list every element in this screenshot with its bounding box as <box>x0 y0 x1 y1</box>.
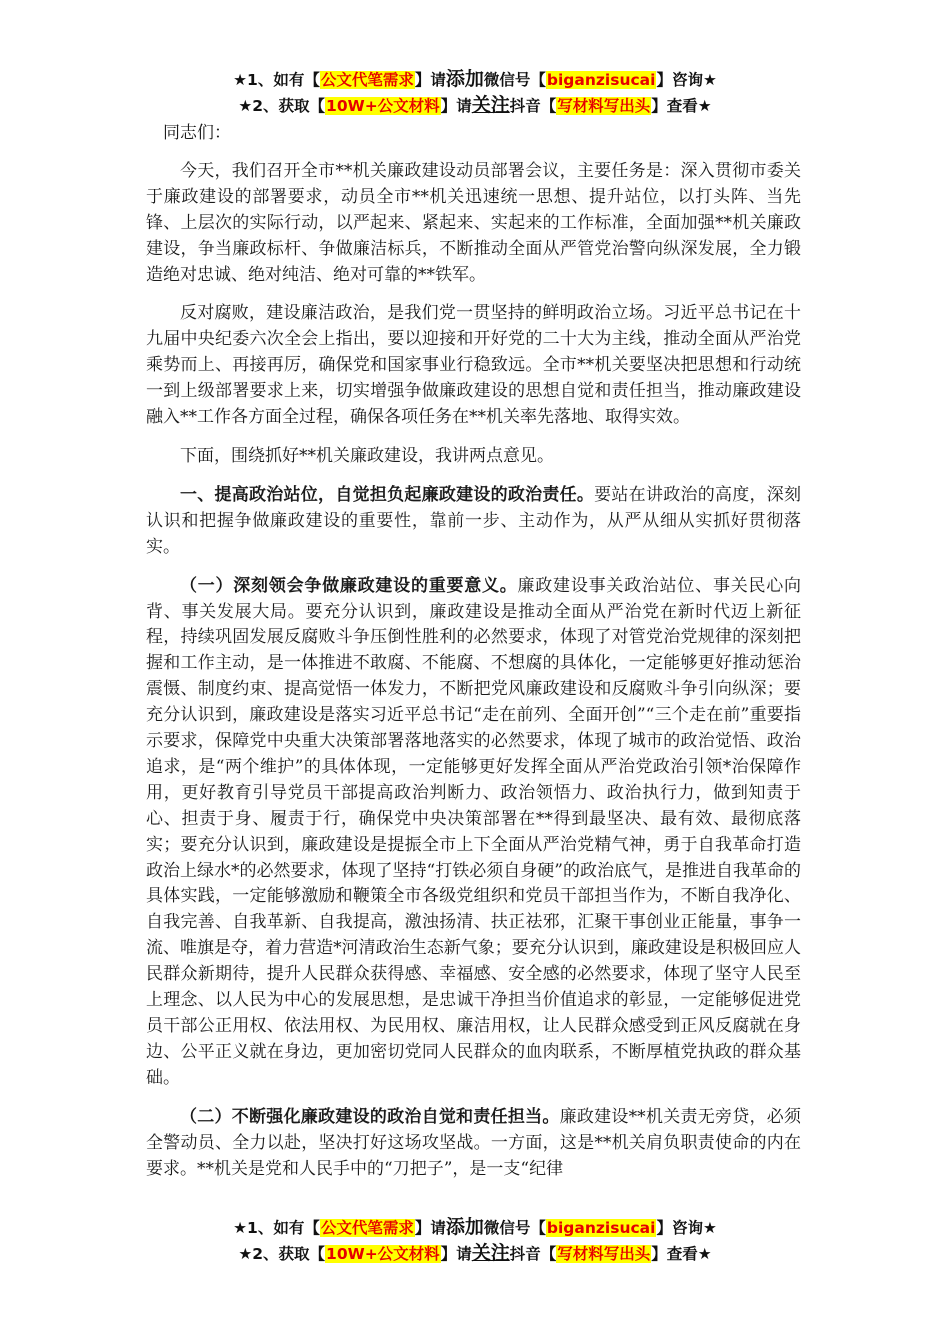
promo-text: ★2、获取【 <box>238 1245 326 1263</box>
promo-text: 】查看★ <box>651 1245 712 1263</box>
promo-text: ★2、获取【 <box>238 97 326 115</box>
promo-text: 抖音【 <box>509 97 557 115</box>
promo-line-2 <box>0 92 950 118</box>
promo-text: ★1、如有【 <box>233 1219 320 1237</box>
promo-highlight: 10W+公文材料 <box>326 97 440 115</box>
section-1-2 <box>146 1105 801 1183</box>
paragraph-anti-corruption: 反对腐败，建设廉洁政治，是我们党一贯坚持的鲜明政治立场。习近平总书记在十九届中央纪委六次全会上指出，要以迎接和开好党的二十大为主线，推动全面从严治党乘势而上、再接再厉，确保党和国家事业行稳致远。全市**机关要坚决把思想和行动统一到上级部署要求上来，切实增强争做廉政建设的思想自觉和责任担当，推动廉政建设融入**工作各方面全过程，确保各项任务在**机关率先落地、取得实效。 <box>146 303 801 428</box>
paragraph-intro: 今天，我们召开全市**机关廉政建设动员部署会议，主要任务是：深入贯彻市委关于廉政建设的部署要求，动员全市**机关迅速统一思想、提升站位，以打头阵、当先锋、上层次的实际行动，以严起来、紧起来、实起来的工作标准，全面加强**机关廉政建设，争当廉政标杆、争做廉洁标兵，不断推动全面从严管党治警向纵深发展，全力锻造绝对忠诚、绝对纯洁、绝对可靠的**铁军。 <box>146 160 801 285</box>
section-1-1-text: 廉政建设事关政治站位、事关民心向背、事关发展大局。要充分认识到，廉政建设是推动全面从严治党在新时代迈上新征程，持续巩固发展反腐败斗争压倒性胜利的必然要求，体现了对管党治党规律的深刻把握和工作主动，是一体推进不敢腐、不能腐、不想腐的具体化，一定能够更好推动惩治震慑、制度约束、提高觉悟一体发力，不断把党风廉政建设和反腐败斗争引向纵深；要充分认识到，廉政建设是落实习近平总书记“走在前列、全面开创”“三个走在前”重要指示要求，保障党中央重大决策部署落地落实的必然要求，体现了城市的政治觉悟、政治追求，是“两个维护”的具体体现，一定能够更好发挥全面从严治党政治引领*治保障作用，更好教育引导党员干部提高政治判断力、政治领悟力、政治执行力，做到知责于心、担责于身、履责于行，确保党中央决策部署在**得到最坚决、最有效、最彻底落实；要充分认识到，廉政建设是提振全市上下全面从严治党精气神，勇于自我革命打造政治上绿水*的必然要求，体现了坚持“打铁必须自身硬”的政治底气，是推进自我革命的具体实践，一定能够激励和鞭策全市各级党组织和党员干部担当作为，不断自我净化、自我完善、自我革新、自我提高，激浊扬清、扶正祛邪，汇聚干事创业正能量，事争一流、唯旗是夺，着力营造*河清政治生态新气象；要充分认识到，廉政建设是积极回应人民群众新期待，提升人民群众获得感、幸福感、安全感的必然要求，体现了坚守人民至上理念、以人民为中心的发展思想，是忠诚干净担当价值追求的彰显，一定能够促进党员干部公正用权、依法用权、为民用权、廉洁用权，让人民群众感受到正风反腐就在身边、公平正义就在身边，更加密切党同人民群众的血肉联系，不断厚植党执政的群众基础。 <box>146 575 802 1088</box>
section-1-2-text: 廉政建设**机关责无旁贷，必须全警动员、全力以赴，坚决打好这场攻坚战。一方面，这是**机关肩负职责使命的内在要求。**机关是党和人民手中的“刀把子”，是一支“纪律 <box>146 1106 801 1179</box>
promo-text: 】查看★ <box>651 97 712 115</box>
promo-text: 】请 <box>414 1219 446 1237</box>
greeting: 同志们： <box>163 123 231 143</box>
promo-text: 微信号【 <box>483 1219 546 1237</box>
promo-highlight: 10W+公文材料 <box>326 1245 440 1263</box>
promo-emphasis: 添加 <box>445 1216 484 1238</box>
promo-text: ★1、如有【 <box>233 71 320 89</box>
promo-wechat-id: biganzisucai <box>546 71 656 89</box>
promo-highlight: 公文代笔需求 <box>320 1219 414 1237</box>
paragraph-outline: 下面，围绕抓好**机关廉政建设，我讲两点意见。 <box>180 445 554 466</box>
promo-douyin-id: 写材料写出头 <box>557 97 651 115</box>
document-body <box>146 121 801 1195</box>
promo-douyin-id: 写材料写出头 <box>557 1245 651 1263</box>
promo-text: 】咨询★ <box>656 71 717 89</box>
promo-text: 抖音【 <box>509 1245 557 1263</box>
promo-banner-bottom <box>0 1214 950 1266</box>
promo-emphasis: 关注 <box>471 94 510 116</box>
promo-emphasis: 关注 <box>471 1242 510 1264</box>
promo-emphasis: 添加 <box>445 68 484 90</box>
promo-text: 】请 <box>440 97 472 115</box>
section-1-1-heading: （一）深刻领会争做廉政建设的重要意义。 <box>180 575 518 596</box>
promo-wechat-id: biganzisucai <box>546 1219 656 1237</box>
section-1-1 <box>146 574 801 1092</box>
promo-line-1 <box>0 66 950 92</box>
section-1 <box>146 483 801 561</box>
promo-text: 】请 <box>440 1245 472 1263</box>
promo-line-1 <box>0 1214 950 1240</box>
promo-line-2 <box>0 1240 950 1266</box>
promo-highlight: 公文代笔需求 <box>320 71 414 89</box>
promo-text: 】咨询★ <box>656 1219 717 1237</box>
promo-banner-top <box>0 66 950 118</box>
section-1-text: 要站在讲政治的高度，深刻认识和把握争做廉政建设的重要性，靠前一步、主动作为，从严从细从实抓好贯彻落实。 <box>146 484 801 557</box>
promo-text: 微信号【 <box>483 71 546 89</box>
promo-text: 】请 <box>414 71 446 89</box>
section-1-2-heading: （二）不断强化廉政建设的政治自觉和责任担当。 <box>180 1106 560 1127</box>
section-1-heading: 一、提高政治站位，自觉担负起廉政建设的政治责任。 <box>180 484 595 505</box>
